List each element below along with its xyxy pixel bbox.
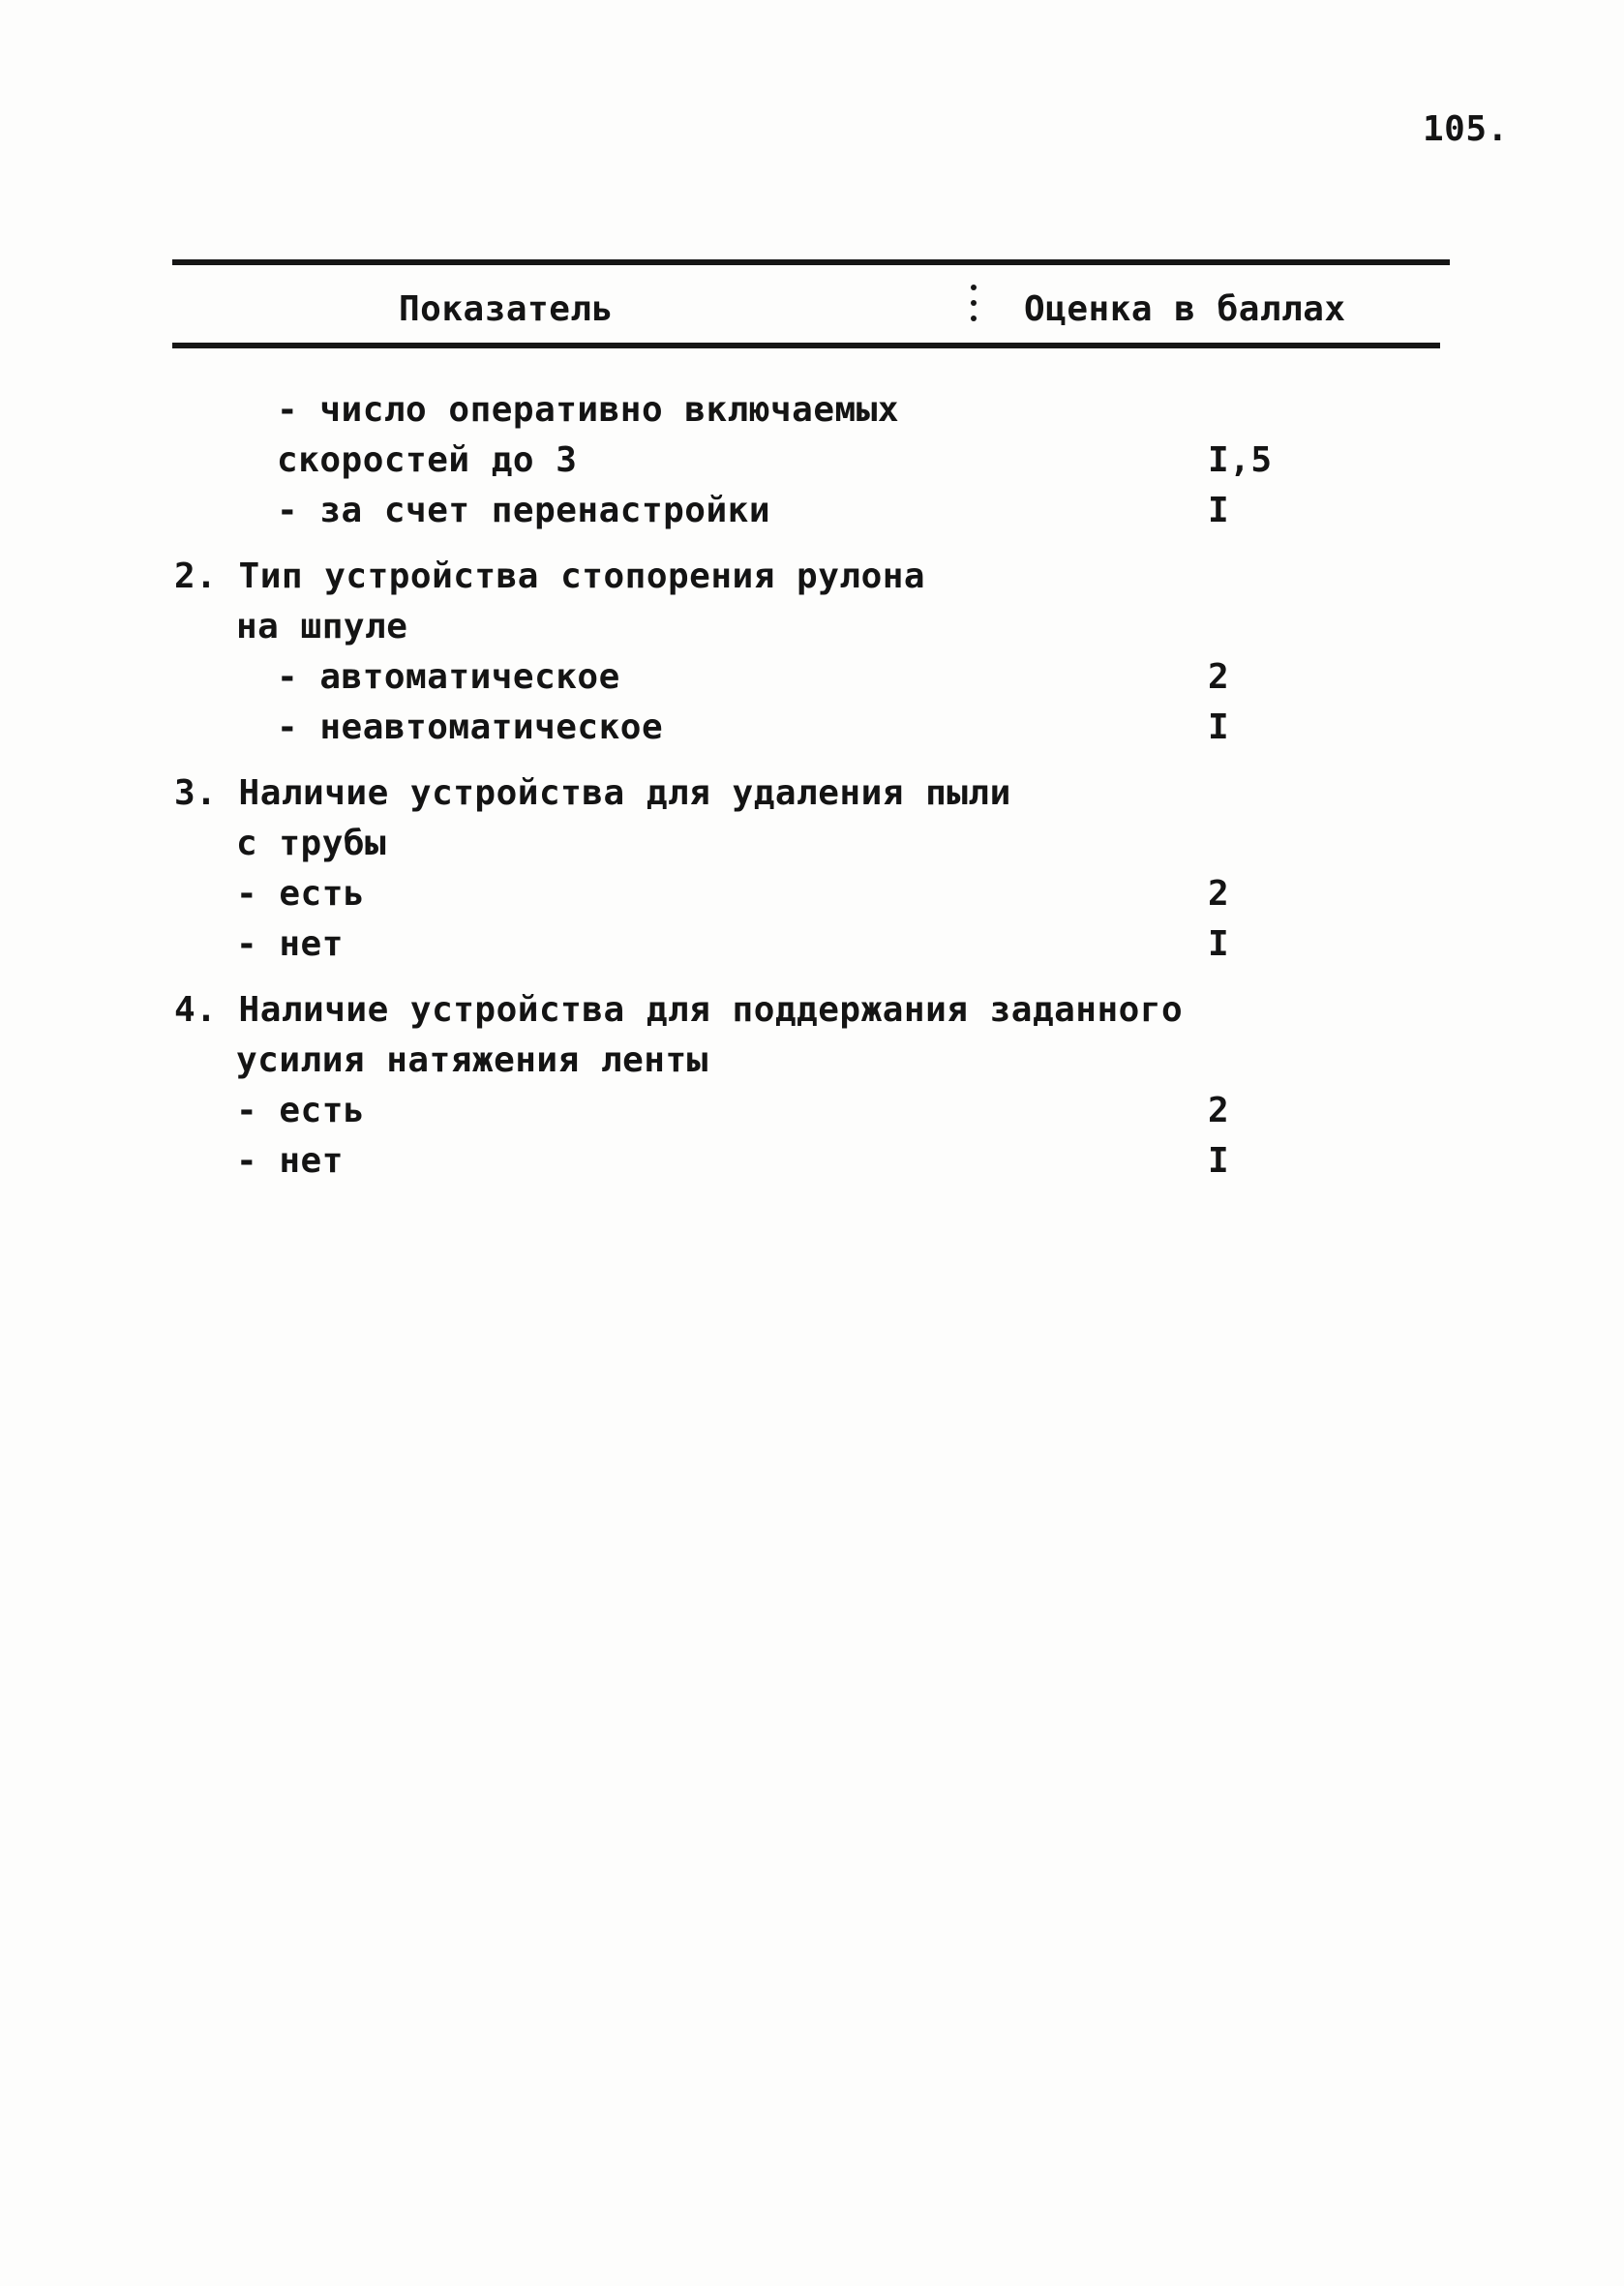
table-row: - неавтоматическое: [277, 707, 664, 747]
page-number: 105.: [1423, 109, 1509, 149]
row-score: I: [1208, 924, 1230, 964]
table-row: - число оперативно включаемых: [277, 390, 900, 430]
row-score: I: [1208, 707, 1230, 747]
table-row: - есть: [236, 874, 366, 914]
table-row: на шпуле: [236, 607, 408, 647]
table-row: - нет: [236, 924, 344, 964]
table-row: 4. Наличие устройства для поддержания заданного: [174, 990, 1184, 1030]
row-score: 2: [1208, 1091, 1230, 1130]
row-score: I,5: [1208, 440, 1273, 480]
row-score: 2: [1208, 874, 1230, 914]
row-score: I: [1208, 491, 1230, 530]
table-row: - автоматическое: [277, 657, 620, 697]
row-score: I: [1208, 1141, 1230, 1181]
header-indicator: Показатель: [399, 289, 614, 329]
table-header-rule: [172, 343, 1440, 348]
table-row: усилия натяжения ленты: [236, 1040, 708, 1080]
table-row: 3. Наличие устройства для удаления пыли: [174, 773, 1011, 813]
table-row: - нет: [236, 1141, 344, 1181]
table-row: 2. Тип устройства стопорения рулона: [174, 556, 926, 596]
row-score: 2: [1208, 657, 1230, 697]
table-row: скоростей до 3: [277, 440, 578, 480]
table-top-rule: [172, 259, 1450, 265]
table-row: - есть: [236, 1091, 366, 1130]
table-row: с трубы: [236, 824, 387, 863]
column-separator: [971, 285, 977, 331]
header-score: Оценка в баллах: [1024, 289, 1346, 329]
table-row: - за счет перенастройки: [277, 491, 770, 530]
